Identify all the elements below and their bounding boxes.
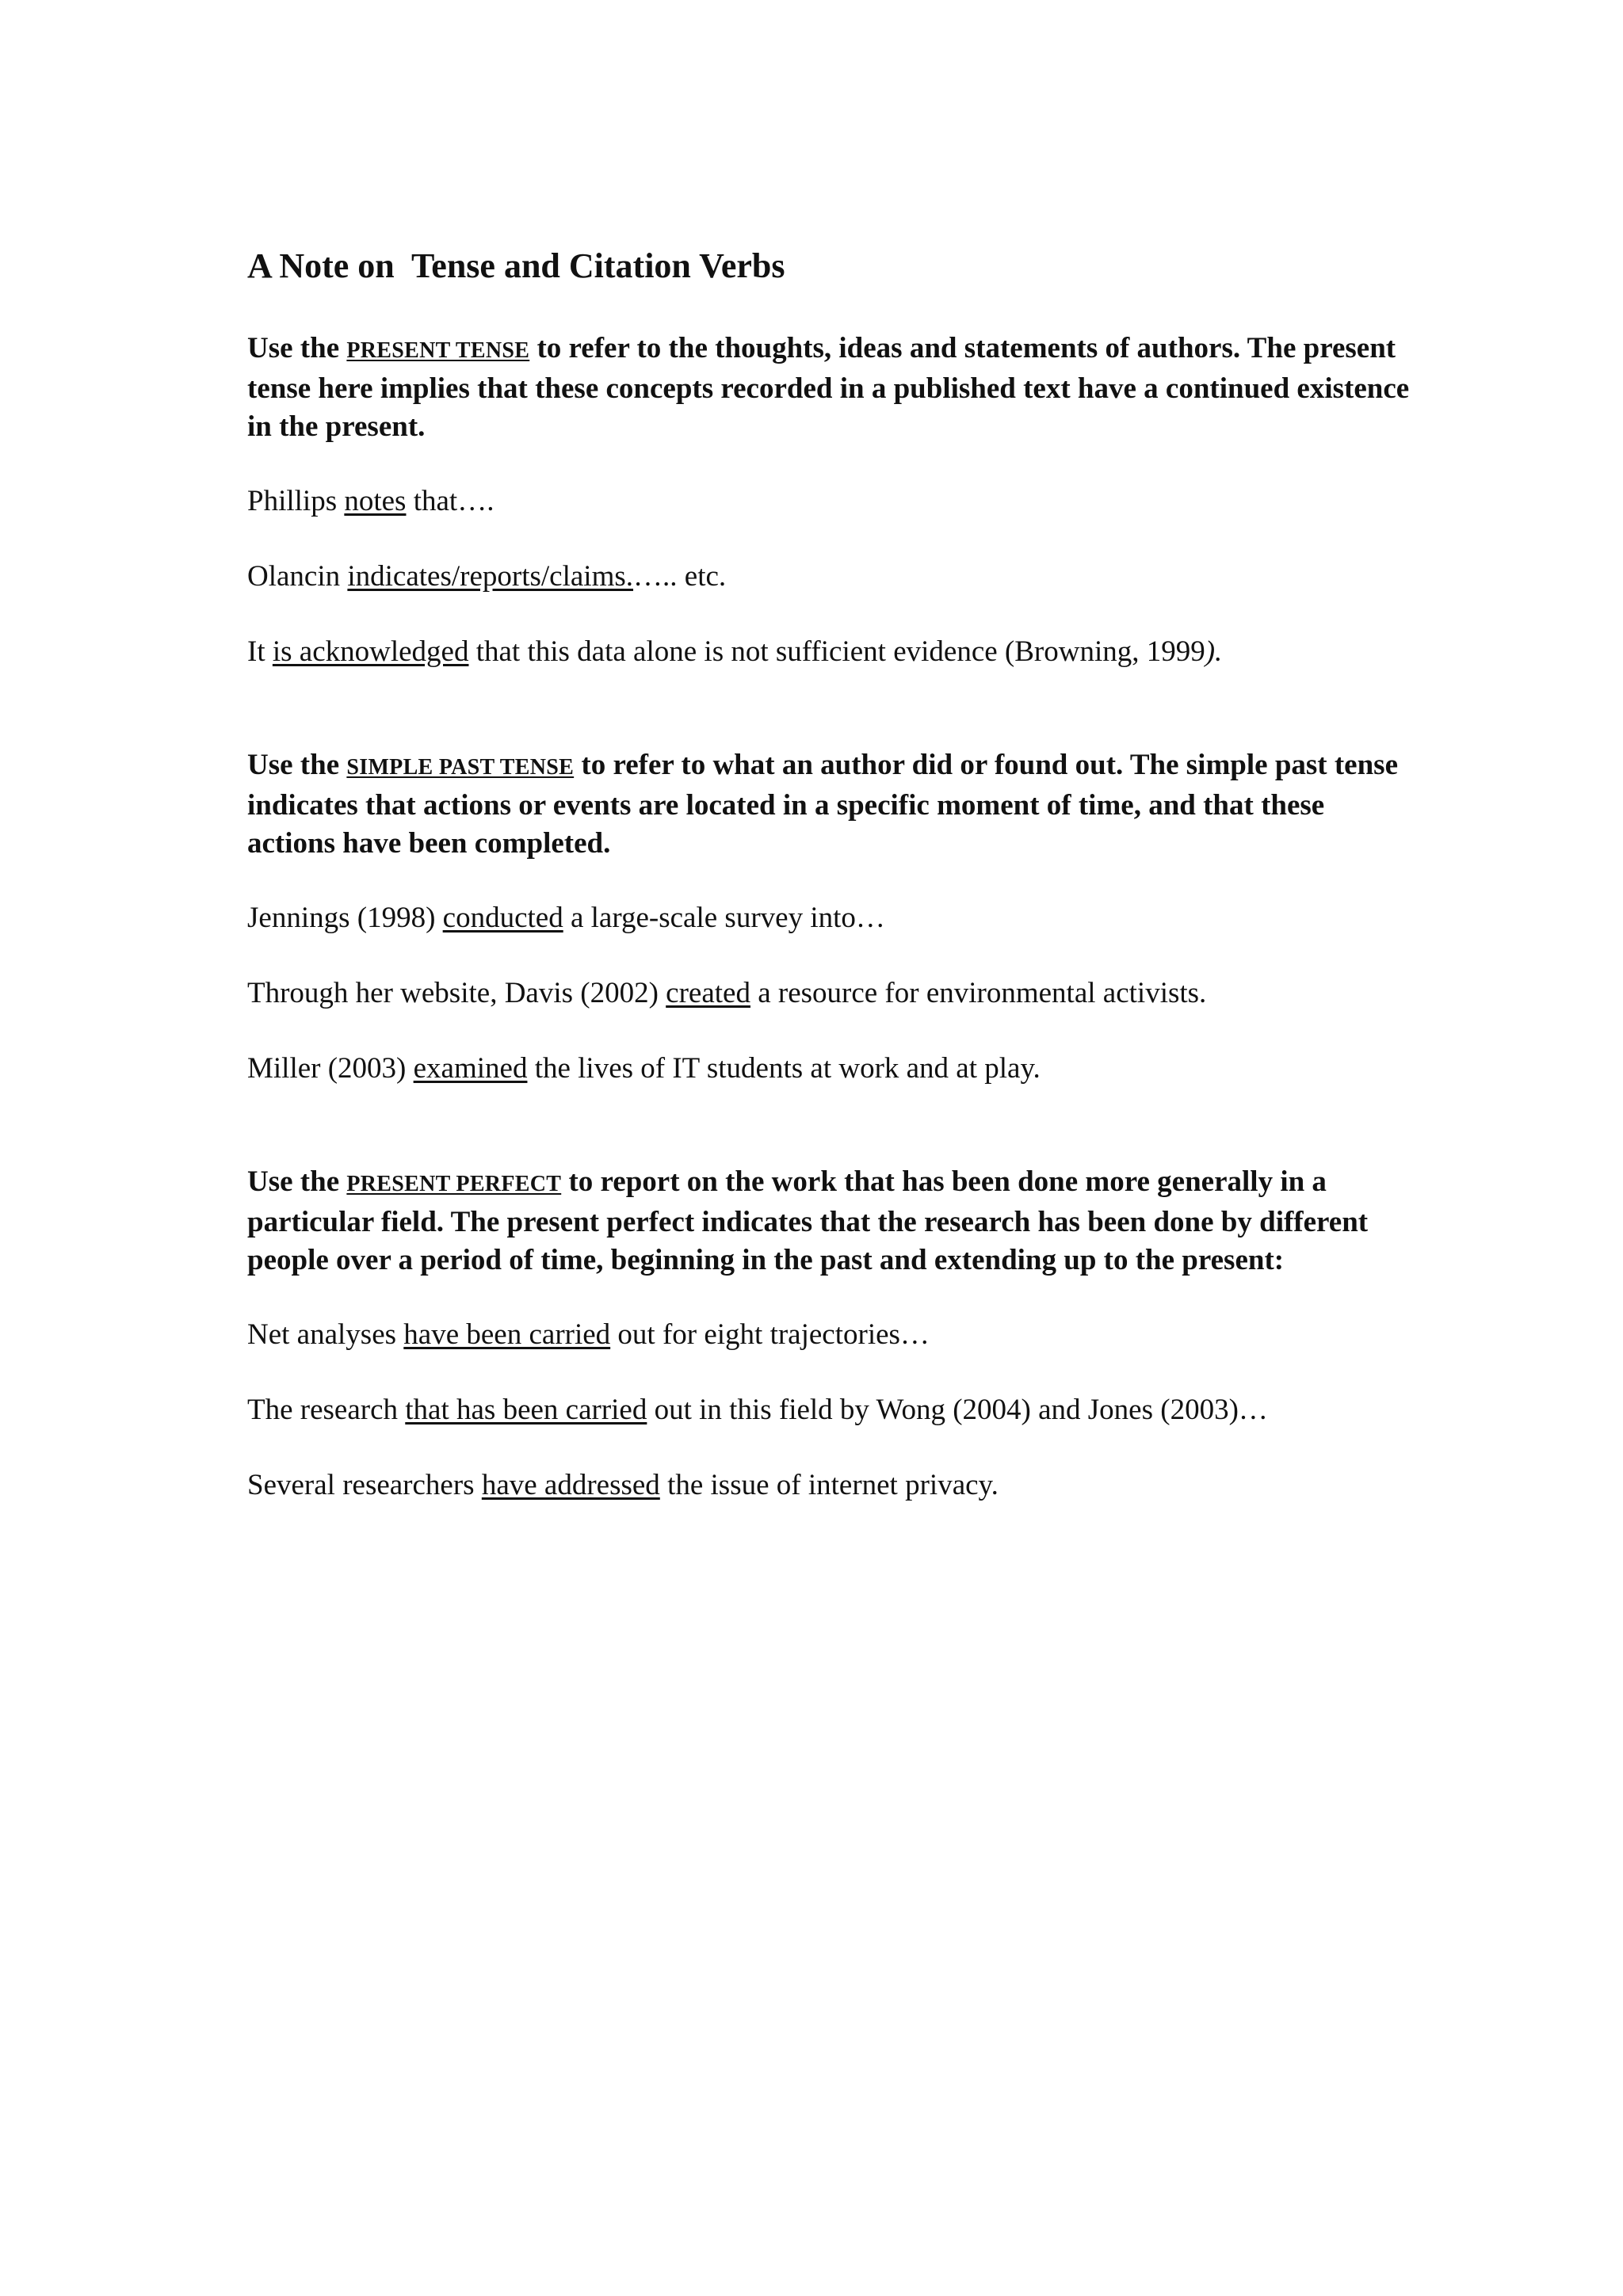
example-text: ….. etc. <box>633 560 727 593</box>
rule-text-pre: Use the <box>247 1165 347 1198</box>
rule-text-pre: Use the <box>247 749 347 781</box>
example-text: Net analyses <box>247 1318 404 1351</box>
example-text: a large-scale survey into… <box>563 902 885 934</box>
example-sentence <box>247 1391 1412 1429</box>
section-spacer <box>247 708 1412 746</box>
citation-verb: created <box>666 977 750 1009</box>
rule-text-post: to refer to what an author did or found out. The simple past tense indicates that actions or events are located in a specific moment of time, and that these actions have been completed. <box>247 749 1399 860</box>
example-text: It <box>247 635 273 668</box>
tense-term: PRESENT TENSE <box>346 338 530 363</box>
section-present-tense <box>247 330 1412 671</box>
example-sentence <box>247 974 1412 1013</box>
citation-verb: notes <box>344 485 407 517</box>
section-spacer <box>247 1125 1412 1163</box>
tense-term: PRESENT PERFECT <box>346 1172 562 1196</box>
example-sentence <box>247 899 1412 937</box>
example-sentence <box>247 633 1412 671</box>
rule-paragraph <box>247 1163 1412 1280</box>
example-sentence <box>247 482 1412 521</box>
example-text: out in this field by Wong (2004) and Jones (2003)… <box>647 1394 1268 1426</box>
example-text: ). <box>1205 635 1223 668</box>
example-sentence <box>247 1316 1412 1354</box>
example-sentence <box>247 1466 1412 1505</box>
example-text: Phillips <box>247 485 345 517</box>
citation-verb: have been carried <box>403 1318 611 1351</box>
rule-text-post: to refer to the thoughts, ideas and statements of authors. The present tense here implies that these concepts recorded in a published text have a continued existence in the present. <box>247 332 1410 443</box>
example-text: Several researchers <box>247 1469 482 1501</box>
example-sentence <box>247 1050 1412 1088</box>
example-text: out for eight trajectories… <box>610 1318 930 1351</box>
citation-verb: have addressed <box>481 1469 660 1501</box>
section-present-perfect <box>247 1163 1412 1505</box>
citation-verb: that has been carried <box>405 1394 647 1426</box>
rule-text-post: to report on the work that has been done more generally in a particular field. The present perfect indicates that the research has been done by different people over a period of time, beginning in the past and extending up to the present: <box>247 1165 1369 1276</box>
example-text: Jennings (1998) <box>247 902 443 934</box>
example-text: The research <box>247 1394 406 1426</box>
citation-verb: indicates/reports/claims. <box>347 560 634 593</box>
citation-verb: examined <box>413 1052 528 1085</box>
document-page <box>247 244 1412 1542</box>
example-sentence <box>247 558 1412 596</box>
rule-paragraph <box>247 746 1412 863</box>
citation-verb: is acknowledged <box>272 635 469 668</box>
document-title: A Note on Tense and Citation Verbs <box>247 246 785 285</box>
example-text: the lives of IT students at work and at play. <box>527 1052 1041 1085</box>
example-text: the issue of internet privacy. <box>659 1469 999 1501</box>
example-text: that…. <box>406 485 495 517</box>
tense-term: SIMPLE PAST TENSE <box>346 755 575 780</box>
rule-paragraph <box>247 330 1412 446</box>
rule-text-pre: Use the <box>247 332 347 364</box>
example-text: Olancin <box>247 560 348 593</box>
example-text: that this data alone is not sufficient evidence (Browning, 1999 <box>468 635 1205 668</box>
section-simple-past-tense <box>247 746 1412 1088</box>
example-text: Miller (2003) <box>247 1052 414 1085</box>
example-text: Through her website, Davis (2002) <box>247 977 666 1009</box>
citation-verb: conducted <box>442 902 563 934</box>
example-text: a resource for environmental activists. <box>750 977 1207 1009</box>
